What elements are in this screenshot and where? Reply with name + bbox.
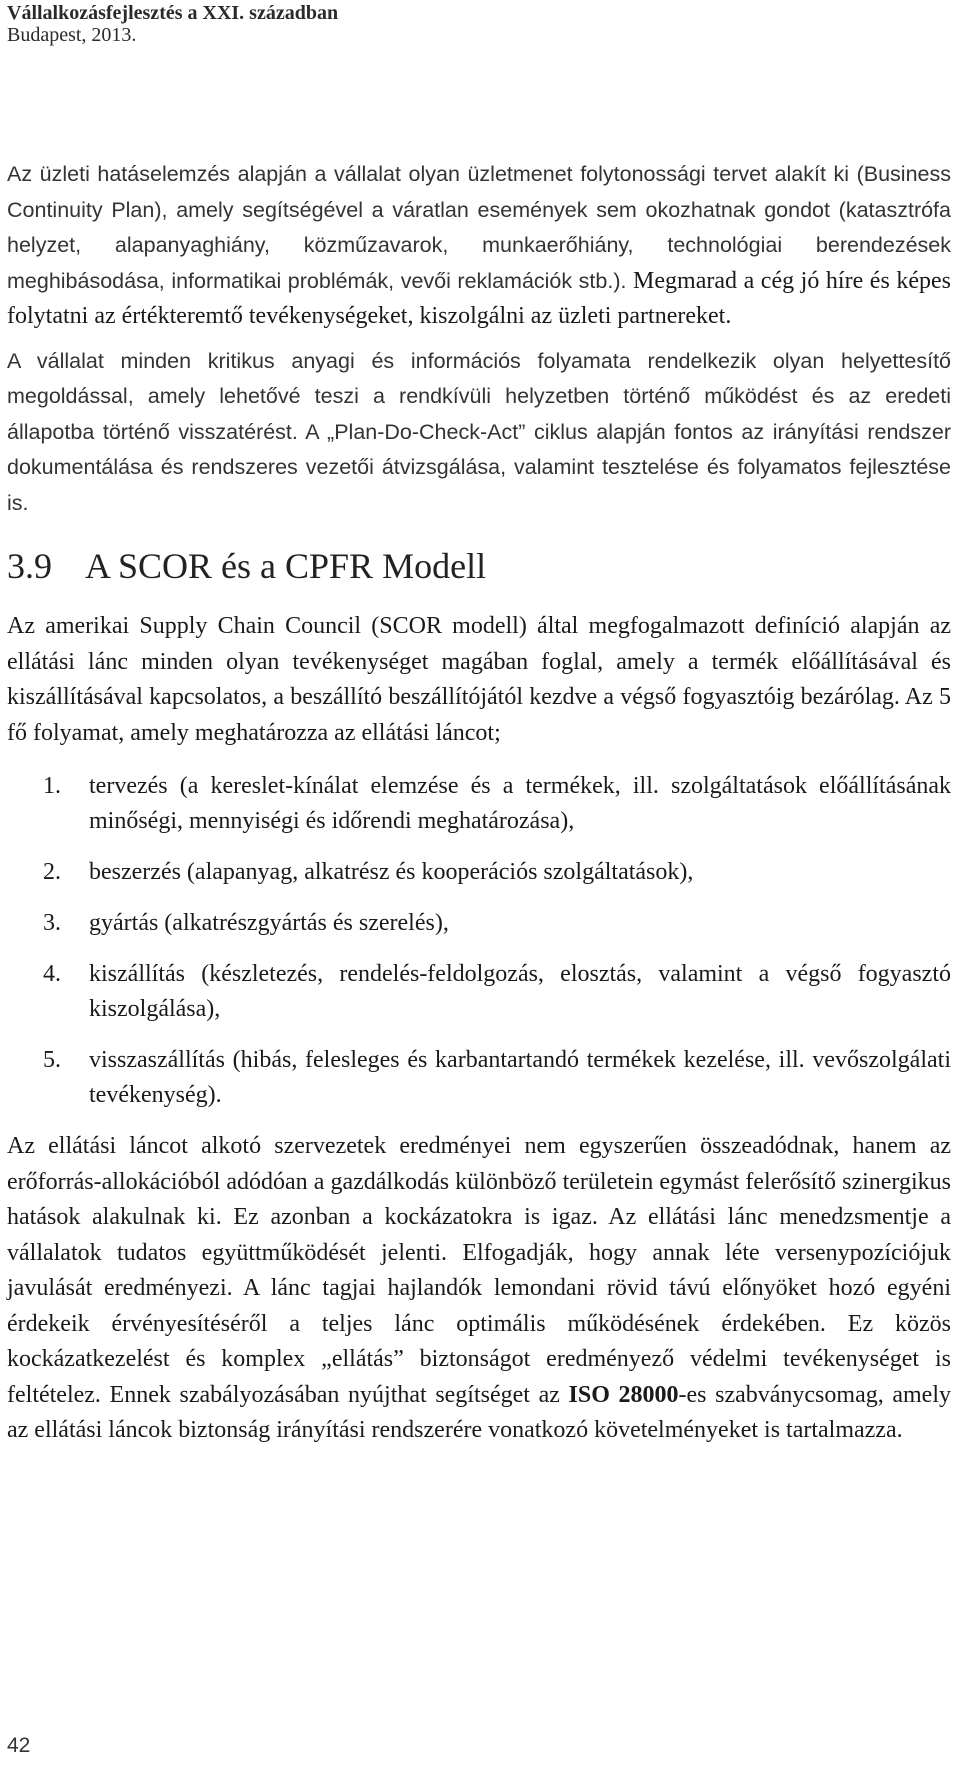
page-number: 42 (7, 1734, 31, 1757)
paragraph-continuity-plan-part2: Megmarad a cég jó híre és képes folytatni az értékteremtő tevékenységeket, kiszolgálni az üzleti partnereket. (7, 267, 952, 329)
list-item-number: 1. (43, 773, 61, 799)
process-list (7, 769, 951, 1113)
list-item (7, 855, 951, 890)
list-item-text: kiszállítás (készletezés, rendelés-feldolgozás, elosztás, valamint a végső fogyasztó kiszolgálása), (89, 961, 951, 1022)
paragraph-scor-definition: Az amerikai Supply Chain Council (SCOR modell) által megfogalmazott definíció alapján az ellátási lánc minden olyan tevékenységet magában foglal, amely a termék előállításával és kiszállításával kapcsolatos, a beszállító beszállítójától kezdve a végső fogyasztóig bezárólag. Az 5 fő folyamat, amely meghatározza az ellátási láncot; (7, 613, 951, 746)
section-number: 3.9 (7, 546, 52, 586)
iso-standard-reference: ISO 28000 (568, 1381, 679, 1408)
list-item-text: visszaszállítás (hibás, felesleges és karbantartandó termékek kezelése, ill. vevőszolgálati tevékenység). (89, 1047, 951, 1108)
list-item-number: 5. (43, 1047, 61, 1073)
list-item-text: tervezés (a kereslet-kínálat elemzése és a termékek, ill. szolgáltatások előállításának minőségi, mennyiségi és időrendi meghatározása), (89, 773, 951, 834)
paragraph-synergy-part2: -es szabványcsomag, amely az ellátási láncok biztonság irányítási rendszerére vonatkozó követelményeket is tartalmazza. (7, 1381, 951, 1443)
paragraph-critical-processes: A vállalat minden kritikus anyagi és információs folyamata rendelkezik olyan helyettesítő megoldással, amely lehetővé teszi a rendkívüli helyzetben történő működést és az eredeti állapotba történő visszatérést. A „Plan-Do-Check-Act” ciklus alapján fontos az irányítási rendszer dokumentálása és rendszeres vezetői átvizsgálása, valamint tesztelése és folyamatos fejlesztése is. (7, 348, 951, 515)
list-item (7, 957, 951, 1027)
list-item-number: 3. (43, 910, 61, 936)
section-heading (7, 545, 951, 587)
header-subtitle: Budapest, 2013. (7, 24, 137, 46)
list-item-text: beszerzés (alapanyag, alkatrész és kooperációs szolgáltatások), (89, 859, 694, 885)
list-item-text: gyártás (alkatrészgyártás és szerelés), (89, 910, 449, 936)
section-title: A SCOR és a CPFR Modell (85, 546, 487, 586)
paragraph-continuity-plan-part1: Az üzleti hatáselemzés alapján a vállalat olyan üzletmenet folytonossági tervet alakít ki (Business Continuity Plan), amely segítségével a váratlan események sem okozhatnak gondot (katasztrófa helyzet, alapanyaghiány, közműzavarok, munkaerőhiány, technológiai berendezések meghibásodása, informatikai problémák, vevői reklamációk stb.). (7, 162, 951, 293)
list-item-number: 4. (43, 961, 61, 987)
paragraph-synergy-part1: Az ellátási láncot alkotó szervezetek eredményei nem egyszerűen összeadódnak, hanem az erőforrás-allokációból adódóan a gazdálkodás különböző területein egymást felerősítő szinergikus hatások alakulnak ki. Ez azonban a kockázatokra is igaz. Az ellátási lánc menedzsmentje a vállalatok tudatos együttműködését jelenti. Elfogadják, hogy annak léte versenypozíciójuk javulását eredményezi. A lánc tagjai hajlandók lemondani rövid távú előnyöket hozó egyéni érdekeik érvényesítéséről a teljes lánc optimális működésének érdekében. Ez közös kockázatkezelést és komplex „ellátás” biztonságot eredményező védelmi tevékenységet is feltételez. Ennek szabályozásában nyújthat segítséget az (7, 1133, 951, 1408)
list-item-number: 2. (43, 859, 61, 885)
list-item (7, 906, 951, 941)
paragraph-continuity-plan (7, 157, 951, 335)
running-header (7, 2, 338, 46)
list-item (7, 769, 951, 839)
header-title: Vállalkozásfejlesztés a XXI. században (7, 2, 339, 24)
paragraph-supply-chain-synergy (7, 1129, 951, 1449)
body-content (7, 157, 951, 1449)
list-item (7, 1043, 951, 1113)
